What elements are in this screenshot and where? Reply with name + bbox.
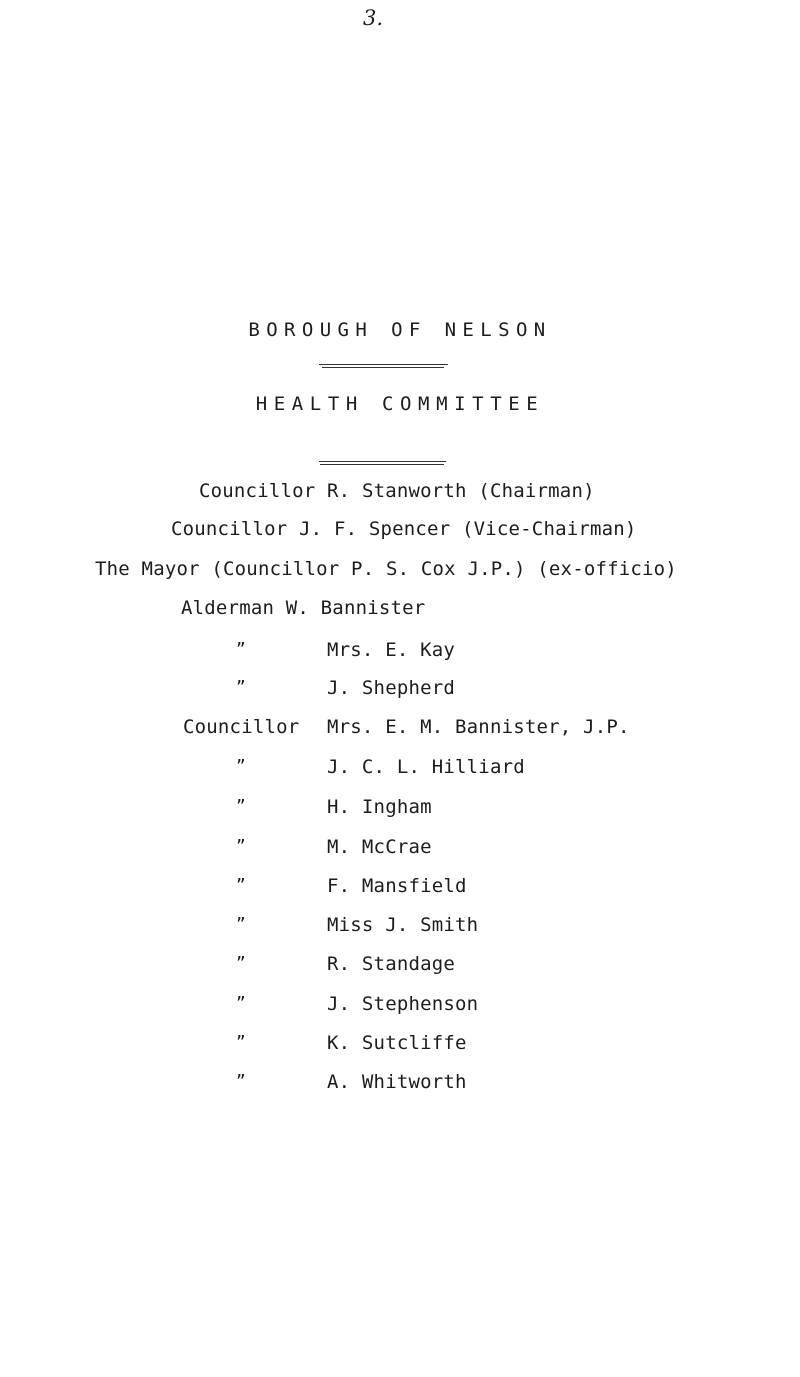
councillor-label: Councillor [183, 716, 300, 738]
ditto-mark: ” [236, 677, 246, 696]
page-number: 3. [363, 6, 384, 30]
title-underline [319, 364, 448, 365]
committee-title: HEALTH COMMITTEE [255, 393, 545, 415]
ditto-mark: ” [236, 756, 246, 775]
ditto-mark: ” [236, 1032, 246, 1051]
ditto-mark: ” [236, 836, 246, 855]
chairman-line: Councillor R. Stanworth (Chairman) [199, 480, 595, 502]
ditto-mark: ” [236, 639, 246, 658]
member-name: Miss J. Smith [327, 914, 479, 936]
vice-chairman-line: Councillor J. F. Spencer (Vice-Chairman) [171, 518, 637, 540]
ditto-mark: ” [236, 993, 246, 1012]
member-name: Mrs. E. Kay [327, 639, 456, 661]
member-name: A. Whitworth [327, 1071, 467, 1093]
ditto-mark: ” [236, 1071, 246, 1090]
member-name: H. Ingham [327, 796, 432, 818]
title-underline-second [322, 367, 444, 368]
member-name: J. C. L. Hilliard [327, 756, 525, 778]
member-name: J. Shepherd [327, 677, 456, 699]
committee-underline [319, 461, 446, 462]
document-title: BOROUGH OF NELSON [248, 319, 552, 341]
member-name: F. Mansfield [327, 875, 467, 897]
member-name: M. McCrae [327, 836, 432, 858]
mayor-line: The Mayor (Councillor P. S. Cox J.P.) (ex-officio) [95, 558, 677, 580]
committee-underline-second [320, 464, 444, 465]
ditto-mark: ” [236, 875, 246, 894]
member-name: K. Sutcliffe [327, 1032, 467, 1054]
member-name: Mrs. E. M. Bannister, J.P. [327, 716, 630, 738]
ditto-mark: ” [236, 953, 246, 972]
alderman-line: Alderman W. Bannister [181, 597, 426, 619]
ditto-mark: ” [236, 796, 246, 815]
member-name: J. Stephenson [327, 993, 479, 1015]
ditto-mark: ” [236, 914, 246, 933]
member-name: R. Standage [327, 953, 456, 975]
